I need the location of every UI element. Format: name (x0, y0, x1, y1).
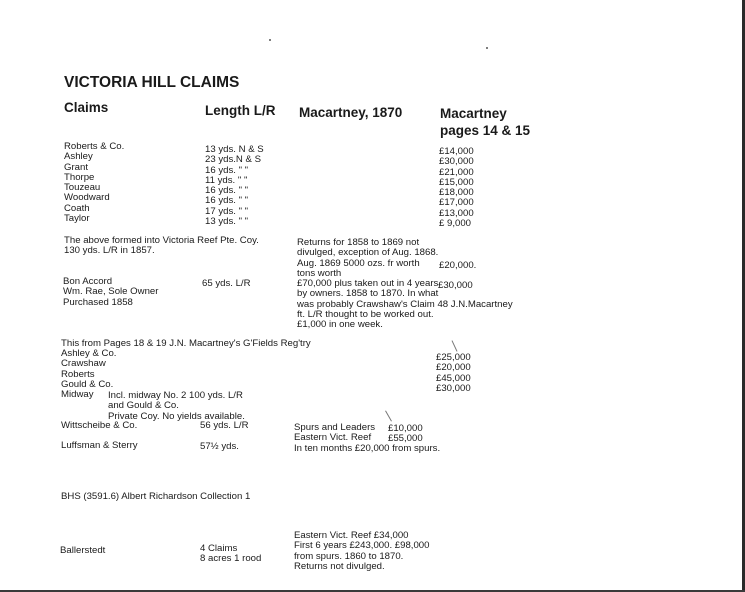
source-citation: BHS (3591.6) Albert Richardson Collection 1 (61, 491, 251, 502)
ballerstedt-line: Returns not divulged. (294, 560, 385, 572)
claim-length: 23 yds.N & S (205, 154, 261, 166)
returns-line: £70,000 plus taken out in 4 years (297, 278, 439, 290)
midway-line: and Gould & Co. (108, 400, 179, 412)
ballerstedt-line: from spurs. 1860 to 1870. (294, 550, 404, 562)
claim-length: 11 yds. " " (205, 174, 248, 186)
ballerstedt-name: Ballerstedt (60, 545, 106, 556)
bon-accord-length: 65 yds. L/R (202, 278, 251, 289)
ballerstedt-line: First 6 years £243,000. £98,000 (294, 540, 430, 552)
bon-accord-block (63, 277, 158, 308)
midway-details (108, 391, 245, 422)
claim-name: Taylor (64, 213, 90, 225)
note-line: The above formed into Victoria Reef Pte. Coy. (64, 235, 259, 246)
claim-name: Touzeau (64, 182, 101, 194)
spurs-line: Spurs and Leaders (294, 422, 376, 433)
claim-value: £30,000 (436, 382, 471, 394)
spurs-values (388, 424, 423, 445)
header-macartney-pages (440, 105, 530, 139)
claim-name: Gould & Co. (61, 378, 114, 390)
claim-value: £21,000 (439, 166, 474, 178)
luffsman-name: Luffsman & Sterry (61, 440, 138, 451)
ballerstedt-claims-line: 8 acres 1 rood (200, 553, 262, 565)
claim-value: £30,000 (439, 156, 474, 168)
pencil-mark (452, 340, 458, 351)
header-length: Length L/R (205, 103, 276, 118)
header-macartney-pages-line: Macartney (440, 106, 507, 121)
claim-name: Ashley & Co. (61, 348, 117, 359)
ballerstedt-line: Eastern Vict. Reef £34,000 (294, 530, 409, 541)
midway-label: Midway (61, 389, 94, 400)
section1-claim-values (439, 147, 474, 229)
section2-intro: This from Pages 18 & 19 J.N. Macartney's G'Fields Reg'try (61, 338, 311, 349)
claim-length: 16 yds. " " (205, 185, 249, 197)
claim-name: Grant (64, 161, 88, 173)
scan-speck (486, 47, 488, 49)
claim-length: 13 yds. N & S (205, 144, 264, 155)
returns-line: tons worth (297, 267, 342, 279)
claim-length: 13 yds. " " (205, 216, 249, 228)
pencil-mark (385, 411, 392, 422)
luffsman-length: 57½ yds. (200, 441, 239, 452)
returns-line: was probably Crawshaw's Claim 48 J.N.Macartney (297, 298, 513, 310)
ballerstedt-details (294, 531, 429, 572)
claim-name: Ashley (64, 151, 93, 163)
spurs-line: Eastern Vict. Reef (294, 432, 372, 444)
claim-name: Thorpe (64, 171, 95, 183)
claim-length: 17 yds. " " (205, 205, 249, 217)
claim-name: Roberts & Co. (64, 141, 125, 152)
returns-line: Returns for 1858 to 1869 not (297, 237, 420, 248)
returns-line: Aug. 1869 5000 ozs. fr worth (297, 257, 420, 269)
page-title: VICTORIA HILL CLAIMS (64, 74, 240, 91)
claim-name: Crawshaw (61, 358, 106, 370)
midway-line: Private Coy. No yields available. (108, 410, 245, 422)
claim-length: 16 yds. " " (205, 195, 249, 207)
wittscheibe-name: Wittscheibe & Co. (61, 420, 138, 431)
section1-claim-names (64, 142, 124, 224)
spurs-value: £10,000 (388, 423, 423, 434)
returns-value-2: £30,000 (438, 280, 473, 291)
claim-value: £13,000 (439, 207, 474, 219)
claim-value: £14,000 (439, 146, 474, 157)
header-macartney-1870: Macartney, 1870 (299, 105, 403, 120)
bon-accord-line: Wm. Rae, Sole Owner (63, 286, 159, 298)
claim-length: 16 yds. " " (205, 164, 249, 176)
claim-name: Coath (64, 202, 90, 214)
section1-note (64, 236, 259, 257)
spurs-line: In ten months £20,000 from spurs. (294, 442, 441, 454)
header-claims: Claims (64, 100, 109, 115)
wittscheibe-length: 56 yds. L/R (200, 420, 249, 431)
claim-value: £18,000 (439, 187, 474, 199)
claim-value: £17,000 (439, 197, 474, 209)
claim-value: £45,000 (436, 372, 471, 384)
returns-line: by owners. 1858 to 1870. In what (297, 288, 439, 300)
claim-value: £15,000 (439, 176, 474, 188)
section2-claim-values (436, 353, 471, 394)
midway-line: Incl. midway No. 2 100 yds. L/R (108, 390, 243, 401)
bon-accord-line: Purchased 1858 (63, 296, 133, 308)
scan-speck (269, 39, 271, 41)
spurs-value: £55,000 (388, 433, 423, 445)
returns-note (297, 238, 513, 331)
header-macartney-pages-line: pages 14 & 15 (440, 123, 531, 138)
ballerstedt-claims-line: 4 Claims (200, 543, 238, 554)
claim-value: £ 9,000 (439, 218, 472, 230)
ballerstedt-claims (200, 544, 261, 565)
note-line: 130 yds. L/R in 1857. (64, 245, 155, 257)
returns-line: £1,000 in one week. (297, 319, 383, 331)
returns-line: ft. L/R thought to be worked out. (297, 309, 434, 321)
claim-value: £25,000 (436, 352, 471, 363)
section1-claim-lengths (205, 145, 264, 227)
claim-name: Woodward (64, 192, 110, 204)
returns-value-1: £20,000. (439, 260, 477, 271)
claim-name: Roberts (61, 368, 95, 380)
claim-value: £20,000 (436, 362, 471, 374)
section2-claim-names (61, 349, 116, 390)
returns-line: divulged, exception of Aug. 1868. (297, 247, 439, 259)
bon-accord-line: Bon Accord (63, 276, 113, 287)
